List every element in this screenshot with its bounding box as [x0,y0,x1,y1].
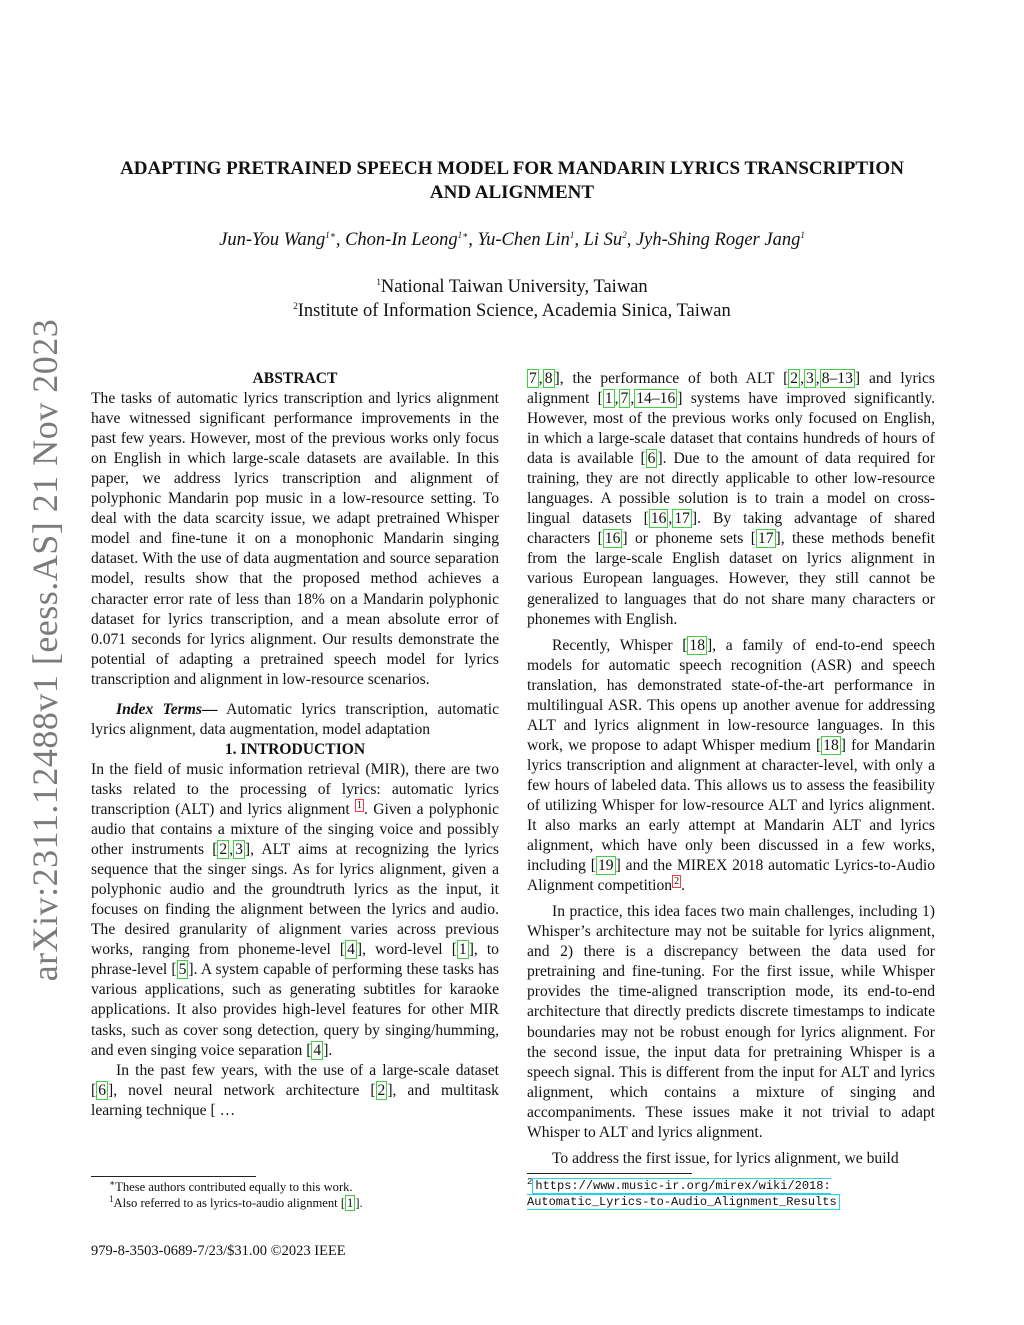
footnote-text: ]. [355,1196,363,1210]
footnote-sup: 1 [109,1193,114,1204]
footnote-equal-contribution [91,1179,517,1195]
affiliation-text: Institute of Information Science, Academia Sinica, Taiwan [297,301,731,321]
citation-link[interactable]: 3 [806,370,814,387]
footnote-text: These authors contributed equally to this work. [115,1180,353,1194]
arxiv-identifier: arXiv:2311.12488v1 [eess.AS] 21 Nov 2023 [25,318,65,982]
citation-link[interactable]: 17 [757,530,774,548]
footnote-text: Also referred to as lyrics-to-audio alignment [ [113,1196,346,1210]
citation-link[interactable]: 4 [313,1041,322,1059]
citation-link[interactable]: 2 [219,841,228,859]
right-column [527,369,935,1169]
footnote-divider [91,1176,256,1177]
citation-link[interactable]: 6 [647,450,656,468]
text-run: ], these methods benefit from the large-scale English dataset on lyrics alignment in various European languages. However, they still cannot be generalized to languages that do not share many characters or phonemes with English. [527,530,936,628]
index-terms-text: Automatic lyrics transcription, automatic lyrics alignment, data augmentation, model adaptation [91,700,499,738]
affiliation-text: National Taiwan University, Taiwan [380,277,648,297]
affiliation-sup: 2 [293,300,298,311]
affiliation [80,277,944,298]
citation-link[interactable]: 6 [98,1081,106,1099]
citation-link[interactable]: 18 [823,736,839,754]
intro-paragraph-1: In the field of music information retrieval (MIR), there are two tasks related to the processing of lyrics: automatic lyrics transcription (ALT) and lyrics alignment $^1$ . Given a polyphonic audio that contains a mixture of the singing voice and possibly other instruments [ 2 , 3 ], ALT aims at recognizing the lyrics sequence that the singer sings. As for lyrics alignment, given a polyphonic audio and the groundtruth lyrics as the input, it focuses on finding the alignment between the lyrics and audio. The desired granularity of alignment varies across previous works, ranging from phoneme-level [ 4 ], word-level [ 1 ], to phrase-level [ 5 ]. A system capable of performing these tasks has various applications, such as generating subtitles for karaoke applications. It also provides high-level features for other MIR tasks, such as cover song detection, query by singing/humming, and even singing voice separation [ 4 ]. [91,760,500,1059]
citation-link[interactable]: 2 [377,1081,386,1099]
citation-link[interactable]: 5 [178,961,187,979]
text-run: ], word-level [ [356,941,457,959]
footnote-1 [91,1195,517,1211]
citation-link[interactable]: 18 [689,636,705,654]
citation-link[interactable]: 1 [458,941,467,959]
citation-link[interactable]: 14–16 [636,390,676,408]
text-run: ]. [323,1041,333,1059]
author-sup: 1∗ [457,229,469,240]
title-line-2: AND ALIGNMENT [429,182,595,203]
citation-link[interactable]: 19 [597,857,614,875]
paper-title [80,157,944,205]
intro-paragraph-5: To address the first issue, for lyrics alignment, we build [552,1149,899,1167]
citation-link[interactable]: 8–13 [821,370,853,387]
author-sup: 1 [800,229,805,240]
author-list: Jun-You Wang$^{1∗}$, Chon-In Leong$^{1∗}$, Yu-Chen Lin$^1$, Li Su$^2$, Jyh-Shing Roger Jang$^1$ [219,229,805,250]
text-run: ], novel neural network architecture [ [108,1081,376,1099]
footnote-2 [527,1178,947,1210]
abstract-heading: ABSTRACT [252,370,338,387]
citation-link[interactable]: 7 [529,370,537,387]
citation-link[interactable]: 1 [604,390,613,408]
text-run: ], and multitask learning technique [ [91,1081,499,1119]
author-name: Li Su [583,230,623,250]
citation-link[interactable]: 3 [235,841,243,859]
footnote-url-link[interactable] [527,1178,840,1210]
text-run: ], ALT aims at recognizing the lyrics sequence that the singer sings. As for lyrics alignment, given a polyphonic audio and the groundtruth lyrics as the input, it focuses on finding the alignment between the lyrics and audio. The desired granularity of alignment varies across previous works, ranging from phoneme-level [ [91,841,499,959]
abstract-text: The tasks of automatic lyrics transcription and lyrics alignment have witnessed significant performance improvements in the past few years. However, most of the previous works only focus on English in which large-scale datasets are available. In this paper, we address lyrics transcription and alignment of polyphonic Mandarin pop music in a low-resource setting. To deal with the data scarcity issue, we adapt pretrained Whisper model and fine-tune it on a monophonic Mandarin singing dataset. With the use of data augmentation and source separation model, results show that the proposed method achieves a character error rate of less than 18% on a Mandarin polyphonic dataset for lyrics transcription, and a mean absolute error of 0.071 seconds for lyrics alignment. Our results demonstrate the potential of adapting a pretrained speech model for lyrics transcription and alignment in low-resource scenarios. [91,390,499,688]
text-run: . [681,877,685,895]
text-run: In the field of music information retrieval (MIR), there are two tasks related to the processing of lyrics: automatic lyrics transcription (ALT) and lyrics alignment [91,760,499,818]
author-sup: 2 [622,229,627,240]
text-run: ]. Due to the amount of data required for training, they are not directly applicable to other low-resource languages. A possible solution is to train a model on cross-lingual datasets [ [527,450,935,528]
text-run: ], the performance of both ALT [ [554,370,789,387]
citation-link[interactable]: 1 [347,1196,354,1210]
affiliation [80,301,944,322]
author-name: Jun-You Wang [219,230,326,250]
author-name: Yu-Chen Lin [477,230,570,250]
url-line-2: Automatic_Lyrics-to-Audio_Alignment_Results [527,1195,837,1209]
text-run: Recently, Whisper [ [552,636,688,654]
citation-link[interactable]: 16 [604,530,621,548]
footnote-link[interactable]: 1 [357,799,363,811]
footnote-sup: ∗ [109,1177,116,1188]
citation-link[interactable]: 8 [544,370,553,387]
intro-paragraph-2-start: In the past few years, with the use of a large-scale dataset [ 6 ], novel neural network architecture [ 2 ], and multitask learning technique [ … [91,1061,499,1119]
affiliation-sup: 1 [376,276,381,287]
arxiv-sidebar [15,318,75,982]
url-line-1: https://www.music-ir.org/mirex/wiki/2018: [535,1179,831,1193]
author-name: Chon-In Leong [345,230,458,250]
text-run: ] and lyrics alignment [ [527,370,935,408]
citation-link[interactable]: 17 [674,510,690,528]
text-run: ] and the MIREX 2018 automatic Lyrics-to-Audio Alignment competition [527,857,935,895]
citation-link[interactable]: 2 [790,370,799,387]
author-sup: 1∗ [325,229,336,240]
title-line-1: ADAPTING PRETRAINED SPEECH MODEL FOR MANDARIN LYRICS TRANSCRIPTION [120,158,904,179]
text-run: In the past few years, with the use of a large-scale dataset [ [91,1061,499,1099]
intro-paragraph-3 [527,636,935,897]
text-run: ]. By taking advantage of shared characters [ [527,510,935,548]
text-run: ] or phoneme sets [ [622,530,756,548]
text-run: ], a family of end-to-end speech models for automatic speech recognition (ASR) and speech translation, has demonstrated state-of-the-art performance in multilingual ASR. This opens up another avenue for addressing ALT and lyrics alignment in low-resource languages. In this work, we propose to adapt Whisper medium [ [527,636,936,754]
index-terms [91,700,499,740]
footnote-divider [527,1173,692,1174]
citation-link[interactable]: 7 [620,390,629,408]
citation-link[interactable]: 4 [347,941,355,959]
author-name: Jyh-Shing Roger Jang [635,230,801,250]
author-sup: 1 [569,229,575,240]
footnote-sup: 2 [527,1177,533,1187]
section-heading-introduction: 1. INTRODUCTION [224,740,366,758]
left-column [91,369,499,1121]
copyright-notice: 979-8-3503-0689-7/23/$31.00 ©2023 IEEE [91,1243,346,1259]
footnote-link[interactable]: 2 [674,875,680,887]
text-run: ] systems have improved significantly. However, most of the previous works only focused on English, in which a large-scale dataset that contains hundreds of hours of data is available [ [527,390,935,468]
citation-link[interactable]: 16 [650,510,667,528]
text-run: ], to phrase-level [ [91,941,499,979]
intro-paragraph-2-cont: 7 , 8 ], the performance of both ALT [ 2 , 3 , 8–13 ] and lyrics alignment [ 1 , 7 , 14–16 ] systems have improved significantly. However, most of the previous works only focused on English, in which a large-scale dataset that contains hundreds of hours of data is available [ 6 ]. Due to the amount of data required for training, they are not directly applicable to other low-resource languages. A possible solution is to train a model on cross-lingual datasets [ 16 , 17 ]. By taking advantage of shared characters [ 16 ] or phoneme sets [ 17 ], these methods benefit from the large-scale English dataset on lyrics alignment in various European languages. However, they still cannot be generalized to languages that do not share many characters or phonemes with English. [527,370,936,628]
text-run: . Given a polyphonic audio that contains a mixture of the singing voice and possibly other instruments [ [91,800,500,859]
text-run: ]. A system capable of performing these tasks has various applications, such as generating subtitles for karaoke applications. It also provides high-level features for other MIR tasks, such as cover song detection, query by singing/humming, and even singing voice separation [ [91,961,499,1059]
text-run: ] for Mandarin lyrics transcription and alignment at character-level, with only a few hours of labeled data. This allows us to assess the feasibility of utilizing Whisper for low-resource ALT and lyrics alignment. It also marks an early attempt at Mandarin ALT and lyrics alignment, which have only been discussed in a few works, including [ [527,736,936,875]
intro-paragraph-4: In practice, this idea faces two main challenges, including 1) Whisper’s architecture may not be suitable for lyrics alignment, and 2) there is a discrepancy between the data used for pretraining and fine-tuning. For the first issue, while Whisper provides the time-aligned transcription mode, its end-to-end architecture that directly predicts discrete timestamps to indicate boundaries may not be robust enough for lyrics alignment. For the second issue, the input data for pretraining Whisper is a speech signal. This is different from the input for ALT and lyrics alignment, which contains a mixture of singing and accompaniments. These issues make it not trivial to adapt Whisper to ALT and lyrics alignment. [527,903,935,1141]
index-terms-label: Index Terms— [116,700,218,718]
